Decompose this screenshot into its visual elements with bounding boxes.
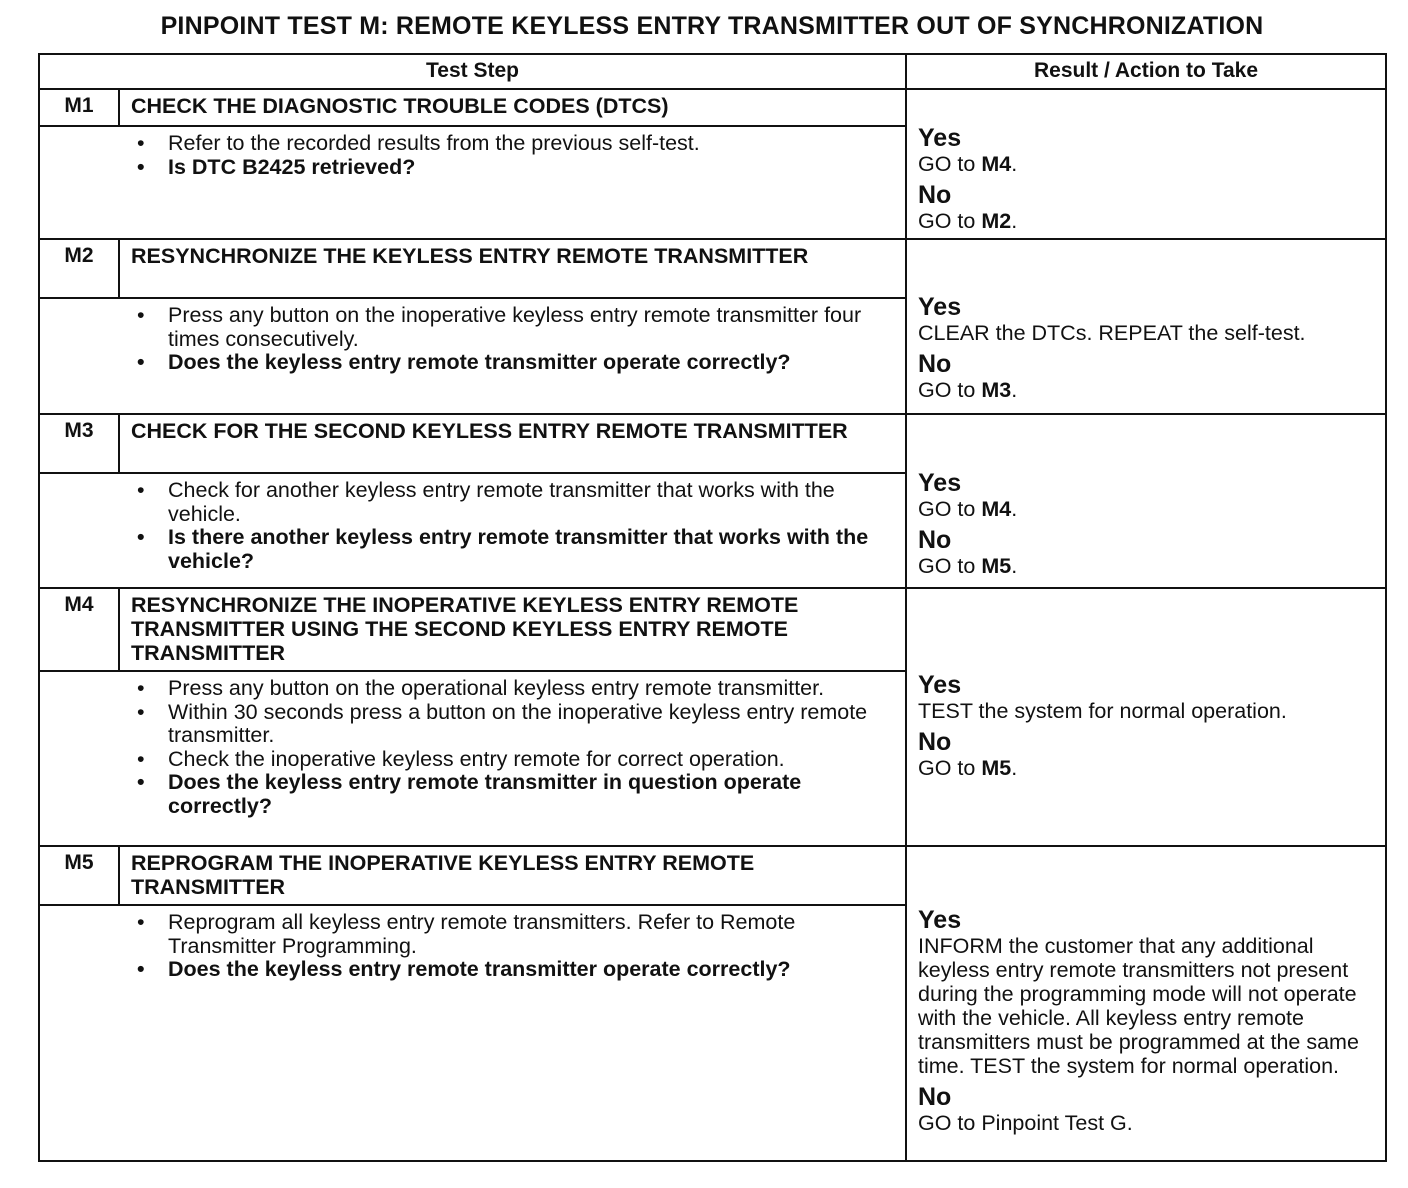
instruction-item: • Press any button on the operational keyless entry remote transmitter. (130, 677, 885, 701)
step-instructions (40, 474, 905, 587)
no-label: No (918, 728, 952, 756)
yes-action: GO to M4. (918, 152, 1018, 176)
yes-action: INFORM the customer that any additional keyless entry remote transmitters not present during the programming mode will not operate with the vehicle. All keyless entry remote transmitters must be programmed at the same time. TEST the system for normal operation. (918, 934, 1359, 1078)
instruction-item: • Refer to the recorded results from the previous self-test. (130, 132, 885, 156)
instruction-question: • Does the keyless entry remote transmitter in question operate correctly? (130, 771, 885, 818)
step-row-m2 (40, 240, 1385, 415)
step-instructions (40, 299, 905, 413)
table-header (40, 55, 1385, 90)
yes-target-link: M4 (981, 152, 1012, 176)
step-id: M4 (40, 589, 120, 670)
instruction-item: • Check for another keyless entry remote transmitter that works with the vehicle. (130, 479, 885, 526)
step-title: RESYNCHRONIZE THE KEYLESS ENTRY REMOTE TRANSMITTER (131, 244, 809, 268)
step-id: M5 (40, 847, 120, 904)
yes-action: TEST the system for normal operation. (918, 699, 1287, 723)
no-label: No (918, 1083, 952, 1111)
yes-label: Yes (918, 292, 962, 321)
yes-action: GO to M4. (918, 497, 1018, 521)
result-cell (907, 847, 1385, 1160)
step-id: M3 (40, 415, 120, 472)
step-instructions (40, 127, 905, 238)
no-action: GO to M5. (918, 554, 1018, 578)
step-title: CHECK THE DIAGNOSTIC TROUBLE CODES (DTCS) (131, 94, 669, 118)
step-id: M2 (40, 240, 120, 297)
result-cell (907, 240, 1385, 413)
instruction-question: • Does the keyless entry remote transmitter operate correctly? (130, 958, 885, 982)
instruction-item: • Press any button on the inoperative keyless entry remote transmitter four times consecutively. (130, 304, 885, 351)
step-row-m1 (40, 90, 1385, 240)
no-label: No (918, 526, 952, 554)
yes-action: CLEAR the DTCs. REPEAT the self-test. (918, 320, 1306, 345)
step-title: REPROGRAM THE INOPERATIVE KEYLESS ENTRY REMOTE TRANSMITTER (131, 851, 755, 899)
no-action: GO to M5. (918, 756, 1018, 780)
header-result: Result / Action to Take (1033, 59, 1259, 82)
result-cell (907, 90, 1385, 238)
step-title: RESYNCHRONIZE THE INOPERATIVE KEYLESS ENTRY REMOTE TRANSMITTER USING THE SECOND KEYLESS ENTRY REMOTE TRANSMITTER (131, 593, 799, 665)
instruction-item: • Reprogram all keyless entry remote transmitters. Refer to Remote Transmitter Programming. (130, 911, 885, 958)
no-action: GO to M2. (918, 209, 1018, 233)
pinpoint-test-table (38, 53, 1387, 1162)
result-cell (907, 589, 1385, 845)
instruction-question: • Does the keyless entry remote transmitter operate correctly? (130, 351, 885, 375)
instruction-item: • Within 30 seconds press a button on the inoperative keyless entry remote transmitter. (130, 701, 885, 748)
no-target-link: M5 (981, 554, 1012, 578)
yes-label: Yes (918, 906, 962, 934)
step-instructions (40, 672, 905, 845)
step-title: CHECK FOR THE SECOND KEYLESS ENTRY REMOTE TRANSMITTER (131, 419, 848, 443)
yes-label: Yes (918, 124, 962, 152)
no-target-link: M5 (981, 756, 1012, 780)
instruction-question: • Is DTC B2425 retrieved? (130, 156, 885, 180)
no-label: No (918, 349, 952, 378)
step-id: M1 (40, 90, 120, 125)
no-action: GO to Pinpoint Test G. (918, 1111, 1133, 1135)
no-label: No (918, 181, 952, 209)
yes-label: Yes (918, 671, 962, 699)
step-row-m3 (40, 415, 1385, 589)
no-target-link: M3 (981, 377, 1012, 402)
header-test-step: Test Step (40, 55, 907, 88)
result-cell (907, 415, 1385, 587)
no-action: GO to M3. (918, 377, 1018, 402)
page-title: PINPOINT TEST M: REMOTE KEYLESS ENTRY TRANSMITTER OUT OF SYNCHRONIZATION (160, 12, 1264, 40)
instruction-question: • Is there another keyless entry remote transmitter that works with the vehicle? (130, 526, 885, 573)
yes-label: Yes (918, 469, 962, 497)
no-target-link: M2 (981, 209, 1012, 233)
step-row-m4 (40, 589, 1385, 847)
instruction-item: • Check the inoperative keyless entry remote for correct operation. (130, 748, 885, 772)
yes-target-link: M4 (981, 497, 1012, 521)
step-row-m5 (40, 847, 1385, 1160)
step-instructions (40, 906, 905, 1160)
